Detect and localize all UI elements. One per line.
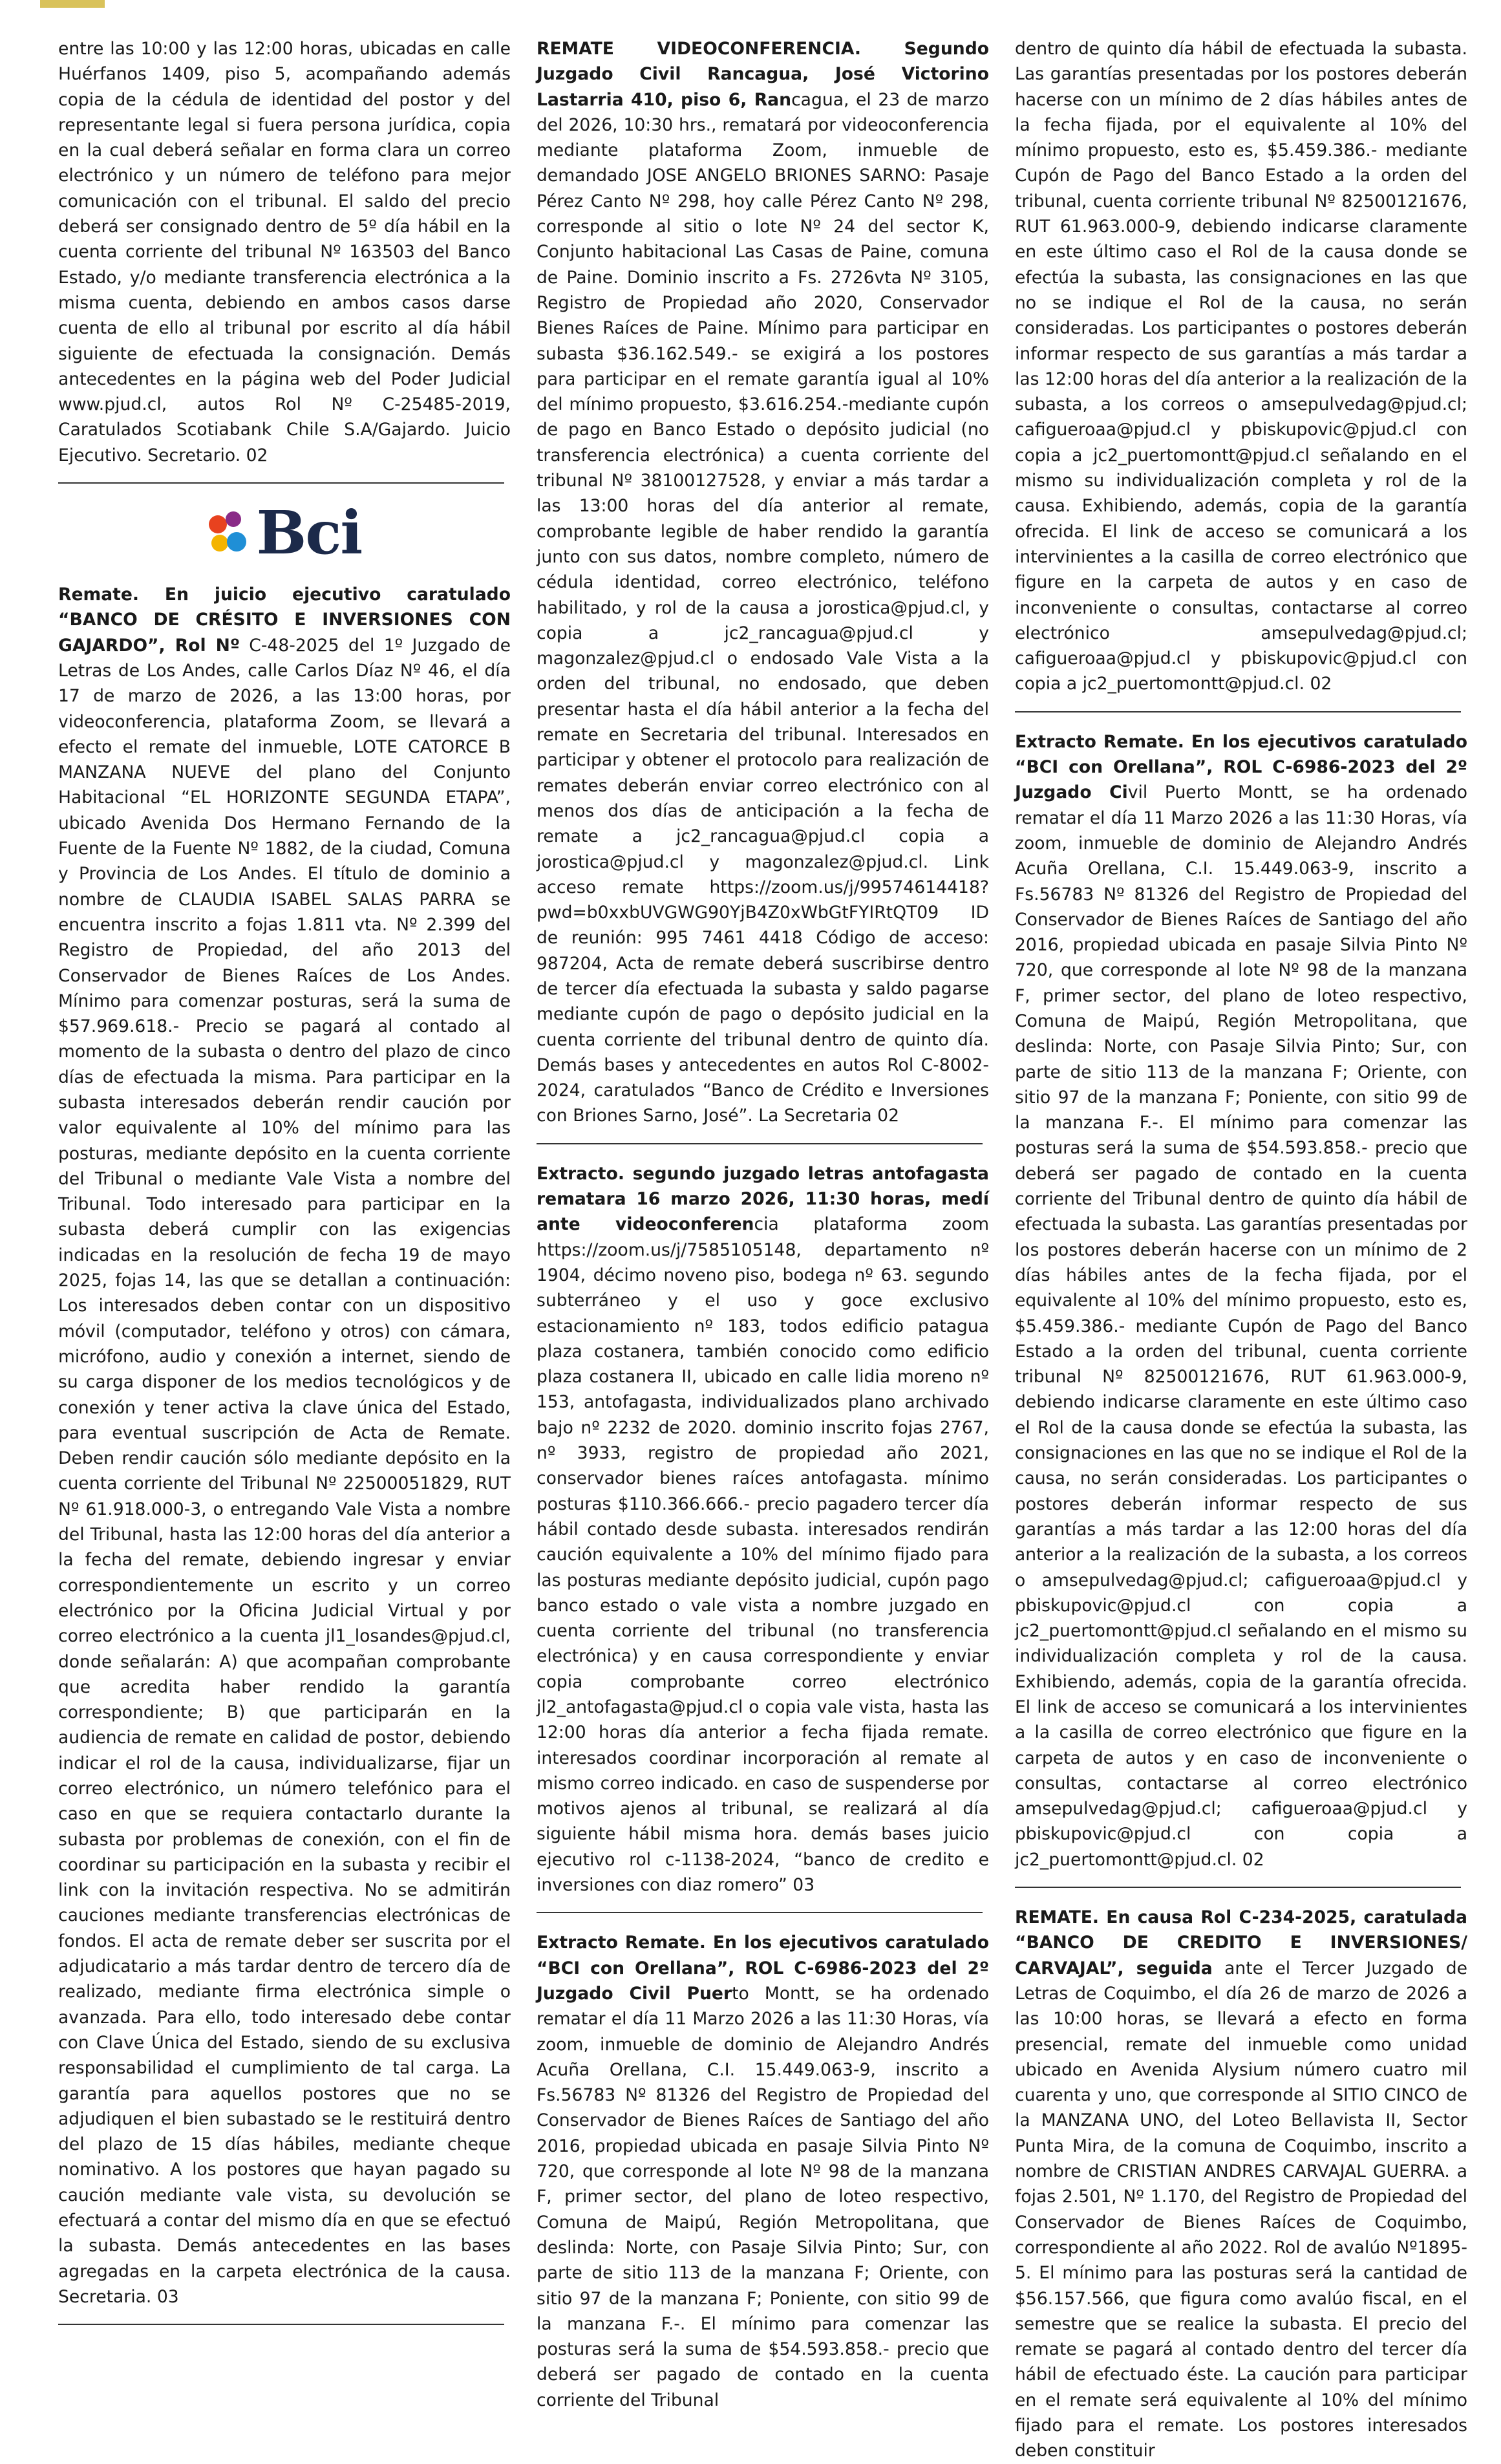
ad-remate-videoconferencia-rancagua	[537, 36, 989, 1129]
column-3	[1015, 36, 1467, 2464]
ad-body: cagua, el 23 de marzo del 2026, 10:30 hrs., rematará por videoconferencia mediante plataforma Zoom, inmueble de demandado JOSE ANGELO BRIONES SARNO: Pasaje Pérez Canto Nº 298, hoy calle Pérez Canto Nº 298, corresponde al sitio o lote Nº 24 del sector K, Conjunto habitacional Las Casas de Paine, comuna de Paine. Dominio inscrito a Fs. 2726vta Nº 3105, Registro de Propiedad año 2020, Conservador Bienes Raíces de Paine. Mínimo para participar en subasta $36.162.549.- se exigirá a los postores para participar en el remate garantía igual al 10% del mínimo propuesto, $3.616.254.-mediante cupón de pago en Banco Estado o depósito judicial (no transferencia electrónica) a cuenta corriente del tribunal Nº 38100127528, y enviar a más tardar a las 13:00 horas del día anterior al remate, comprobante legible de haber rendido la garantía junto con sus datos, nombre completo, número de cédula identidad, correo electrónico, teléfono habilitado, y rol de la causa a jorostica@pjud.cl, y copia a jc2_rancagua@pjud.cl y magonzalez@pjud.cl o endosado Vale Vista a la orden del tribunal, no endosado, que deben presentar hasta el día hábil anterior a la fecha del remate en Secretaria del tribunal. Interesados en participar y obtener el protocolo para realización de remates deberán enviar correo electrónico con al menos dos días de anticipación a la fecha de remate a jc2_rancagua@pjud.cl copia a jorostica@pjud.cl y magonzalez@pjud.cl. Link acceso remate https://zoom.us/j/99574614418?pwd=b0xxbUVGWG90YjB4Z0xWbGtFYIRtQT09 ID de reunión: 995 7461 4418 Código de acceso: 987204, Acta de remate deberá suscribirse dentro de tercer día efectuada la subasta y saldo pagarse mediante cupón de pago o depósito judicial en la cuenta corriente del tribunal dentro de quinto día. Demás bases y antecedentes en autos Rol C-8002-2024, caratulados “Banco de Crédito e Inversiones con Briones Sarno, José”. La Secretaria 02	[537, 89, 989, 1126]
ad-remate-bci-carvajal	[1015, 1905, 1467, 2464]
divider	[58, 2324, 504, 2325]
ad-extracto-bci-orellana-2	[1015, 729, 1467, 1872]
ad-body: C-48-2025 del 1º Juzgado de Letras de Los Andes, calle Carlos Díaz Nº 46, el día 17 de marzo de 2026, a las 13:00 horas, por videoconferencia, plataforma Zoom, se llevará a efecto el remate del inmueble, LOTE CATORCE B MANZANA NUEVE del plano del Conjunto Habitacional “EL HORIZONTE SEGUNDA ETAPA”, ubicado Avenida Dos Hermano Fernando de la Fuente de la Fuente Nº 1882, de la ciudad, Comuna y Provincia de Los Andes. El título de dominio a nombre de CLAUDIA ISABEL SALAS PARRA se encuentra inscrito a fojas 1.811 vta. Nº 2.399 del Registro de Propiedad, del año 2013 del Conservador de Bienes Raíces de Los Andes. Mínimo para comenzar posturas, será la suma de $57.969.618.- Precio se pagará al contado al momento de la subasta o dentro del plazo de cinco días de efectuada la misma. Para participar en la subasta interesados deberán rendir caución por valor equivalente al 10% del mínimo para las posturas, mediante depósito en la cuenta corriente del Tribunal o mediante Vale Vista a nombre del Tribunal. Todo interesado para participar en la subasta deberá cumplir con las exigencias indicadas en la resolución de fecha 19 de mayo 2025, fojas 14, las que se detallan a continuación: Los interesados deben contar con un dispositivo móvil (computador, teléfono y otros) con cámara, micrófono, audio y conexión a internet, siendo de su carga disponer de los medios tecnológicos y de conexión y tener activa la clave única del Estado, para eventual suscripción de Acta de Remate. Deben rendir caución sólo mediante depósito en la cuenta corriente del Tribunal Nº 22500051829, RUT Nº 61.918.000-3, o entregando Vale Vista a nombre del Tribunal, hasta las 12:00 horas del día anterior a la fecha del remate, debiendo ingresar y enviar correspondientemente un escrito y un correo electrónico por la Oficina Judicial Virtual y por correo electrónico a la cuenta jl1_losandes@pjud.cl, donde señalarán: A) que acompañan comprobante que acredita haber rendido la garantía correspondiente; B) que participarán en la audiencia de remate en calidad de postor, debiendo indicar el rol de la causa, individualizarse, fijar un correo electrónico, un número telefónico para el caso en que se requiera contactarlo durante la subasta por problemas de conexión, con el fin de coordinar su participación en la subasta y recibir el link con la invitación respectiva. No se admitirán cauciones mediante transferencias electrónicas de fondos. El acta de remate deber ser suscrita por el adjudicatario a más tardar dentro de tercero día de realizado, mediante firma electrónica simple o avanzada. Para ello, todo interesado debe contar con Clave Única del Estado, siendo de su exclusiva responsabilidad el cumplimiento de tal carga. La garantía para aquellos postores que no se adjudiquen el bien subastado se le restituirá dentro del plazo de 15 días hábiles, mediante cheque nominativo. A los postores que hayan pagado su caución mediante vale vista, su devolución se efectuará a contar del mismo día en que se efectuó la subasta. Demás antecedentes en las bases agregadas en la carpeta electrónica de la causa. Secretaria. 03	[58, 635, 511, 2307]
ad-extracto-bci-orellana	[537, 1930, 989, 2413]
ad-heading: Extracto Remate. En los ejecutivos caratulado “BCI con Orellana”, ROL C-6986-2023 del 2º Juzgado Civil Puer	[537, 1933, 989, 2004]
column-2	[537, 36, 989, 2413]
divider	[58, 482, 504, 484]
ad-continuation-scotiabank: entre las 10:00 y las 12:00 horas, ubicadas en calle Huérfanos 1409, piso 5, acompañando además copia de la cédula de identidad del postor y del representante legal si fuera persona jurídica, copia en la cual deberá señalar en forma clara un correo electrónico y un número de teléfono para mejor comunicación con el tribunal. El saldo del precio deberá ser consignado dentro de 5º día hábil en la cuenta corriente del tribunal Nº 163503 del Banco Estado, y/o mediante transferencia electrónica a la misma cuenta, debiendo en ambos casos darse cuenta de ello al tribunal por escrito al día hábil siguiente de efectuada la consignación. Demás antecedentes en la página web del Poder Judicial www.pjud.cl, autos Rol Nº C-25485-2019, Caratulados Scotiabank Chile S.A/Gajardo. Juicio Ejecutivo. Secretario. 02	[58, 39, 511, 466]
corner-color-mark	[40, 0, 105, 8]
bci-logo-icon	[208, 510, 253, 555]
ad-body: vil Puerto Montt, se ha ordenado rematar el día 11 Marzo 2026 a las 11:30 Horas, vía zoom, inmueble de dominio de Alejandro Andrés Acuña Orellana, C.I. 15.449.063-9, inscrito a Fs.56783 Nº 81326 del Registro de Propiedad del Conservador de Bienes Raíces de Santiago del año 2016, propiedad ubicada en pasaje Silvia Pinto Nº 720, que corresponde al lote Nº 98 de la manzana F, primer sector, del plano de loteo respectivo, Comuna de Maipú, Región Metropolitana, que deslinda: Norte, con Pasaje Silvia Pinto; Sur, con parte de sitio 113 de la manzana F; Oriente, con sitio 97 de la manzana F; Poniente, con sitio 99 de la manzana F.-. El mínimo para comenzar las posturas será la suma de $54.593.858.- precio que deberá ser pagado de contado en la cuenta corriente del Tribunal dentro de quinto día hábil de efectuada la subasta. Las garantías presentadas por los postores deberán hacerse con un mínimo de 2 días hábiles antes de la fecha fijada, por el equivalente al 10% del mínimo propuesto, esto es, $5.459.386.- mediante Cupón de Pago del Banco Estado a la orden del tribunal, cuenta corriente tribunal Nº 82500121676, RUT 61.963.000-9, debiendo indicarse claramente en este último caso el Rol de la causa donde se efectúa la subasta, las consignaciones en las que no se indique el Rol de la causa, no serán consideradas. Los participantes o postores deberán informar respecto de sus garantías a más tardar a las 12:00 horas del día anterior a la realización de la subasta, a los correos o amsepulvedag@pjud.cl; cafigueroaa@pjud.cl y pbiskupovic@pjud.cl con copia a jc2_puertomontt@pjud.cl señalando en el mismo su individualización completa y rol de la causa. Exhibiendo, además, copia de la garantía ofrecida. El link de acceso se comunicará a los intervinientes a la casilla de correo electrónico que figure en la carpeta de autos y en caso de inconveniente o consultas, contactarse al correo electrónico amsepulvedag@pjud.cl; cafigueroaa@pjud.cl y pbiskupovic@pjud.cl con copia a jc2_puertomontt@pjud.cl. 02	[1015, 782, 1467, 1870]
ad-heading: Remate. En juicio ejecutivo caratulado “BANCO DE CRÉSITO E INVERSIONES CON GAJARDO”, Rol Nº	[58, 584, 511, 656]
ad-body: ante el Tercer Juzgado de Letras de Coquimbo, el día 26 de marzo de 2026 a las 10:00 horas, se llevará a efecto en forma presencial, remate del inmueble como unidad ubicado en Avenida Alysium número cuatro mil cuarenta y uno, que corresponde al SITIO CINCO de la MANZANA UNO, del Loteo Bellavista II, Sector Punta Mira, de la comuna de Coquimbo, inscrito a nombre de CRISTIAN ANDRES CARVAJAL GUERRA. a fojas 2.501, Nº 1.170, del Registro de Propiedad del Conservador de Bienes Raíces de Coquimbo, correspondiente al año 2022. Rol de avalúo Nº1895-5. El mínimo para las posturas será la cantidad de $56.157.566, que figura como avalúo fiscal, en el semestre que se realice la subasta. El precio del remate se pagará al contado dentro del tercer día hábil de efectuado éste. La caución para participar en el remate será equivalente al 10% del mínimo fijado para el remate. Los postores interesados deben constituir	[1015, 1958, 1467, 2461]
ad-heading: Extracto Remate. En los ejecutivos caratulado “BCI con Orellana”, ROL C-6986-2023 del 2º Juzgado Ci	[1015, 731, 1467, 803]
divider	[1015, 711, 1461, 712]
ad-remate-bci-gajardo	[58, 582, 511, 2309]
ad-extracto-antofagasta	[537, 1161, 989, 1898]
divider	[1015, 1887, 1461, 1888]
column-1	[58, 36, 511, 2342]
ad-heading: REMATE VIDEOCONFERENCIA. Segundo Juzgado Civil Rancagua, José Victorino Lastarria 410, piso 6, Ran	[537, 39, 989, 110]
bci-logo-text: Bci	[256, 498, 362, 568]
divider	[537, 1143, 983, 1144]
ad-body: cia plataforma zoom https://zoom.us/j/7585105148, departamento nº 1904, décimo noveno piso, bodega nº 63. segundo subterráneo y el uso y goce exclusivo estacionamiento nº 183, todos edificio patagua plaza costanera, también conocido como edificio plaza costanera II, ubicado en calle lidia moreno nº 153, antofagasta, individualizados plano archivado bajo nº 2232 de 2020. dominio inscrito fojas 2767, nº 3933, registro de propiedad año 2021, conservador bienes raíces antofagasta. mínimo posturas $110.366.666.- precio pagadero tercer día hábil contado desde subasta. interesados rendirán caución equivalente a 10% del mínimo fijado para las posturas mediante depósito judicial, cupón pago banco estado o vale vista a nombre juzgado en cuenta corriente del tribunal (no transferencia electrónica) y en causa correspondiente y enviar copia comprobante correo electrónico jl2_antofagasta@pjud.cl o copia vale vista, hasta las 12:00 horas día anterior a fecha fijada remate. interesados coordinar incorporación al remate al mismo correo indicado. en caso de suspenderse por motivos ajenos al tribunal, se realizará al día siguiente hábil misma hora. demás bases juicio ejecutivo rol c-1138-2024, “banco de credito e inversiones con diaz romero” 03	[537, 1214, 989, 1896]
ad-continuation-bci-orellana: dentro de quinto día hábil de efectuada la subasta. Las garantías presentadas por los postores deberán hacerse con un mínimo de 2 días hábiles antes de la fecha fijada, por el equivalente al 10% del mínimo propuesto, esto es, $5.459.386.- mediante Cupón de Pago del Banco Estado a la orden del tribunal, cuenta corriente tribunal Nº 82500121676, RUT 61.963.000-9, debiendo indicarse claramente en este último caso el Rol de la causa donde se efectúa la subasta, las consignaciones en las que no se indique el Rol de la causa, no serán consideradas. Los participantes o postores deberán informar respecto de sus garantías a más tardar a las 12:00 horas del día anterior a la realización de la subasta, a los correos o amsepulvedag@pjud.cl; cafigueroaa@pjud.cl y pbiskupovic@pjud.cl con copia a jc2_puertomontt@pjud.cl señalando en el mismo su individualización completa y rol de la causa. Exhibiendo, además, copia de la garantía ofrecida. El link de acceso se comunicará a los intervinientes a la casilla de correo electrónico que figure en la carpeta de autos y en caso de inconveniente o consultas, contactarse al correo electrónico amsepulvedag@pjud.cl; cafigueroaa@pjud.cl y pbiskupovic@pjud.cl con copia a jc2_puertomontt@pjud.cl. 02	[1015, 39, 1467, 694]
ad-heading: REMATE. En causa Rol C-234-2025, caratulada “BANCO DE CREDITO E INVERSIONES/ CARVAJAL”, seguida	[1015, 1907, 1467, 1978]
bci-logo	[58, 498, 511, 568]
ad-heading: Extracto. segundo juzgado letras antofagasta rematara 16 marzo 2026, 11:30 horas, medí ante videoconferen	[537, 1163, 989, 1235]
ad-body: to Montt, se ha ordenado rematar el día 11 Marzo 2026 a las 11:30 Horas, vía zoom, inmueble de dominio de Alejandro Andrés Acuña Orellana, C.I. 15.449.063-9, inscrito a Fs.56783 Nº 81326 del Registro de Propiedad del Conservador de Bienes Raíces de Santiago del año 2016, propiedad ubicada en pasaje Silvia Pinto Nº 720, que corresponde al lote Nº 98 de la manzana F, primer sector, del plano de loteo respectivo, Comuna de Maipú, Región Metropolitana, que deslinda: Norte, con Pasaje Silvia Pinto; Sur, con parte de sitio 113 de la manzana F; Oriente, con sitio 97 de la manzana F; Poniente, con sitio 99 de la manzana F.-. El mínimo para comenzar las posturas será la suma de $54.593.858.- precio que deberá ser pagado de contado en la cuenta corriente del Tribunal	[537, 1983, 989, 2410]
divider	[537, 1912, 983, 1913]
